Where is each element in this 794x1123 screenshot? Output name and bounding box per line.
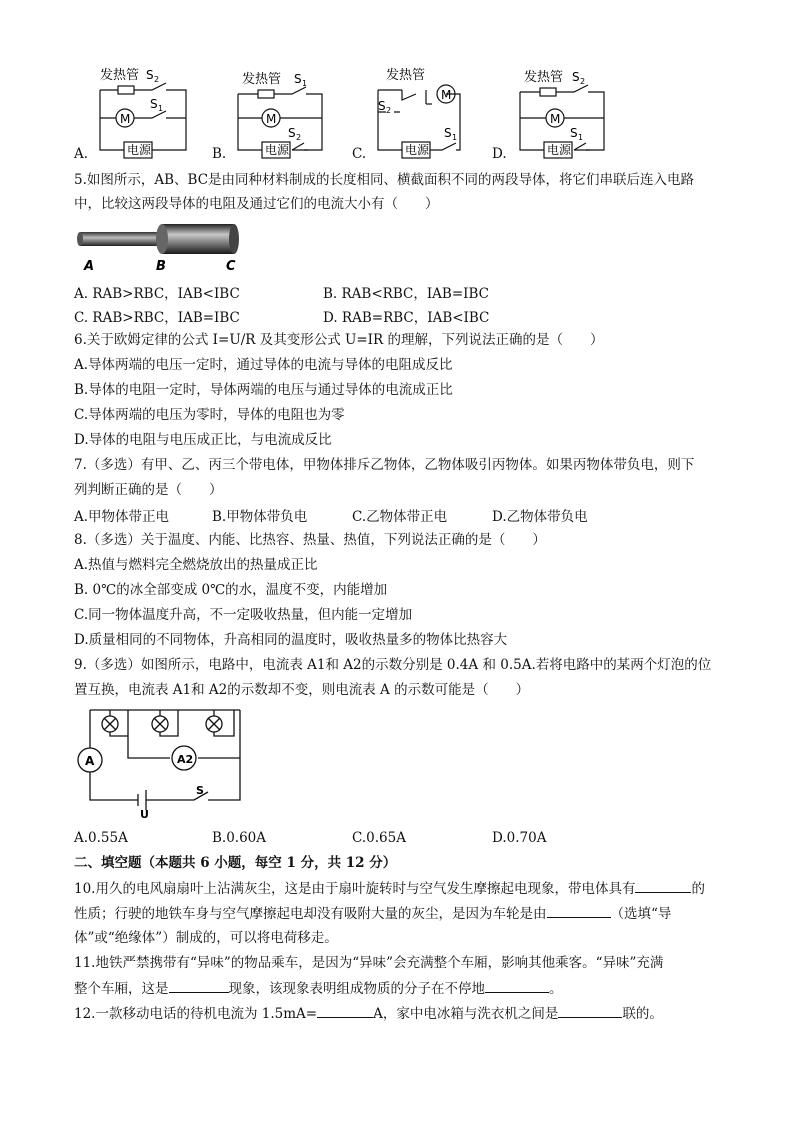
svg-text:发热管: 发热管	[386, 68, 426, 83]
svg-text:发热管: 发热管	[242, 72, 282, 87]
q6-option-c: C.导体两端的电压为零时，导体的电阻也为零	[74, 407, 345, 423]
source-u-label: U	[140, 808, 149, 820]
switch-s-label: S	[196, 784, 204, 797]
q10-line1: 10.用久的电风扇扇叶上沾满灰尘，这是由于扇叶旋转时与空气发生摩擦起电现象，带电体具有 的	[74, 878, 705, 899]
q6-option-d: D.导体的电阻与电压成正比，与电流成反比	[74, 432, 332, 448]
q4-circuit-b	[232, 64, 332, 160]
q7-option-d: D.乙物体带负电	[492, 509, 588, 525]
svg-text:1: 1	[158, 104, 164, 113]
q11-blank-2[interactable]	[485, 978, 549, 993]
svg-text:S: S	[294, 72, 302, 86]
q5-option-a: A. RAB>RBC，IAB<IBC	[74, 286, 240, 302]
q10-line3: 体”或“绝缘体”）制成的，可以将电荷移走。	[74, 930, 338, 946]
svg-text:电源: 电源	[405, 143, 430, 157]
q8-option-c: C.同一物体温度升高，不一定吸收热量，但内能一定增加	[74, 607, 413, 623]
q8-option-a: A.热值与燃料完全燃烧放出的热量成正比	[74, 557, 318, 573]
q5-option-d: D. RAB=RBC，IAB<IBC	[323, 310, 490, 326]
q9-option-d: D.0.70A	[492, 830, 547, 846]
label-a: A	[84, 259, 95, 274]
q5-option-b: B. RAB<RBC，IAB=IBC	[323, 286, 489, 302]
q10-blank-2[interactable]	[547, 903, 611, 918]
svg-text:2: 2	[296, 133, 302, 142]
svg-text:电源: 电源	[265, 143, 290, 157]
section-2-title: 二、填空题（本题共 6 小题，每空 1 分，共 12 分）	[74, 855, 397, 871]
q5-conductor-figure	[74, 220, 244, 274]
svg-text:1: 1	[302, 79, 308, 88]
q12-line: 12.一款移动电话的待机电流为 1.5mA= A，家中电冰箱与洗衣机之间是 联的。	[74, 1003, 663, 1024]
q7-option-c: C.乙物体带正电	[352, 509, 448, 525]
q9-option-c: C.0.65A	[352, 830, 406, 846]
q4-circuit-c	[372, 64, 472, 160]
svg-text:M: M	[550, 112, 561, 126]
svg-text:S: S	[146, 68, 154, 82]
label-b: B	[156, 259, 166, 274]
ammeter-a2-label: A2	[177, 753, 194, 766]
svg-text:2: 2	[580, 77, 586, 86]
svg-text:M: M	[120, 112, 131, 126]
q6-option-b: B.导体的电阻一定时，导体两端的电压与通过导体的电流成正比	[74, 382, 453, 398]
q4-circuit-d	[514, 64, 614, 160]
svg-text:S: S	[150, 97, 158, 111]
label-c: C	[226, 259, 236, 274]
q10-blank-1[interactable]	[635, 878, 691, 893]
q9-option-b: B.0.60A	[212, 830, 267, 846]
q7-stem-line2: 列判断正确的是（ ）	[74, 482, 223, 498]
svg-text:S: S	[288, 126, 296, 140]
ammeter-a-label: A	[85, 754, 95, 768]
q4-option-d: D.	[492, 146, 507, 162]
q9-option-a: A.0.55A	[74, 830, 128, 846]
q4-circuit-a	[94, 64, 194, 160]
q10-line2: 性质；行驶的地铁车身与空气摩擦起电却没有吸附大量的灰尘，是因为车轮是由 （选填“导	[74, 903, 671, 924]
svg-text:电源: 电源	[547, 143, 572, 157]
q5-stem-line2: 中，比较这两段导体的电阻及通过它们的电流大小有（ ）	[74, 196, 439, 212]
q8-option-d: D.质量相同的不同物体，升高相同的温度时，吸收热量多的物体比热容大	[74, 632, 508, 648]
svg-text:S: S	[570, 126, 578, 140]
q4-option-a: A.	[74, 146, 89, 162]
q7-stem-line1: 7.（多选）有甲、乙、丙三个带电体，甲物体排斥乙物体，乙物体吸引丙物体。如果丙物体带负电，则下	[74, 457, 695, 473]
svg-text:2: 2	[386, 106, 392, 115]
svg-text:1: 1	[578, 133, 584, 142]
q9-stem-line2: 置互换，电流表 A1和 A2的示数却不变，则电流表 A 的示数可能是（ ）	[74, 682, 530, 698]
svg-text:M: M	[441, 88, 452, 102]
q11-line2: 整个车厢，这是 现象，该现象表明组成物质的分子在不停地 。	[74, 978, 563, 999]
svg-text:1: 1	[452, 133, 458, 142]
power-label: 电源	[127, 143, 152, 157]
q12-blank-1[interactable]	[317, 1003, 373, 1018]
q5-stem-line1: 5.如图所示，AB、BC是由同种材料制成的长度相同、横截面积不同的两段导体，将它们串联后连入电路	[74, 172, 695, 188]
q6-option-a: A.导体两端的电压一定时，通过导体的电流与导体的电阻成反比	[74, 357, 453, 373]
q7-option-b: B.甲物体带负电	[212, 509, 308, 525]
q5-option-c: C. RAB>RBC，IAB=IBC	[74, 310, 240, 326]
q8-option-b: B. 0℃的冰全部变成 0℃的水，温度不变，内能增加	[74, 582, 388, 598]
q9-stem-line1: 9.（多选）如图所示，电路中，电流表 A1和 A2的示数分别是 0.4A 和 0.5A.若将电路中的某两个灯泡的位	[74, 657, 712, 673]
svg-text:M: M	[266, 112, 277, 126]
svg-text:S: S	[572, 70, 580, 84]
svg-text:2: 2	[154, 75, 160, 84]
svg-text:发热管: 发热管	[524, 70, 564, 85]
q4-option-c: C.	[352, 146, 367, 162]
q7-option-a: A.甲物体带正电	[74, 509, 170, 525]
svg-text:S: S	[378, 99, 386, 113]
q8-stem: 8.（多选）关于温度、内能、比热容、热量、热值，下列说法正确的是（ ）	[74, 532, 546, 548]
q6-stem: 6.关于欧姆定律的公式 I=U/R 及其变形公式 U=IR 的理解，下列说法正确的是（ ）	[74, 332, 604, 348]
q9-circuit-figure	[74, 706, 254, 820]
q12-blank-2[interactable]	[558, 1003, 622, 1018]
heater-label: 发热管	[100, 68, 140, 83]
svg-text:S: S	[444, 126, 452, 140]
q11-line1: 11.地铁严禁携带有“异味”的物品乘车，是因为“异味”会充满整个车厢，影响其他乘客。“异味”充满	[74, 955, 664, 971]
q11-blank-1[interactable]	[169, 978, 229, 993]
q4-option-b: B.	[212, 146, 227, 162]
